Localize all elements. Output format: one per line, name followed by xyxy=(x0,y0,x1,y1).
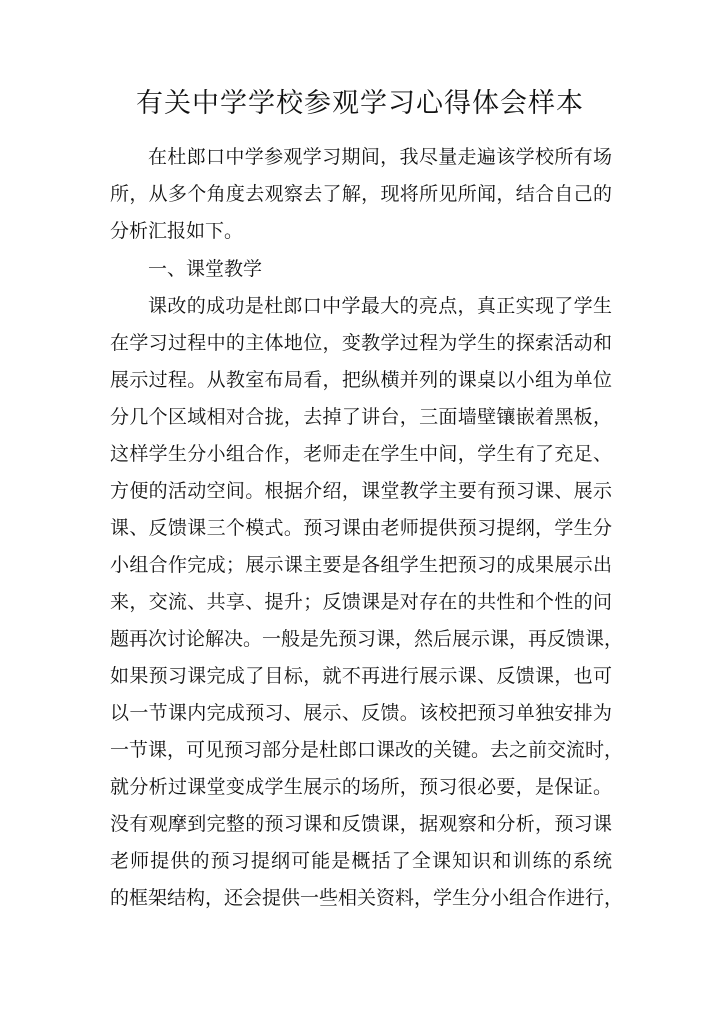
paragraph-line: 分析汇报如下。 xyxy=(110,220,244,242)
paragraph-line: 以一节课内完成预习、展示、反馈。该校把预习单独安排为 xyxy=(110,702,612,724)
paragraph-line: 来，交流、共享、提升；反馈课是对存在的共性和个性的问 xyxy=(110,591,612,613)
paragraph-line: 的框架结构，还会提供一些相关资料，学生分小组合作进行， xyxy=(110,887,624,909)
paragraph-line: 老师提供的预习提纲可能是概括了全课知识和训练的系统 xyxy=(110,850,612,872)
paragraph-line: 这样学生分小组合作，老师走在学生中间，学生有了充足、 xyxy=(110,443,612,465)
section-heading: 一、课堂教学 xyxy=(148,258,263,280)
paragraph-line: 课改的成功是杜郎口中学最大的亮点，真正实现了学生 xyxy=(148,295,612,317)
paragraph-line: 如果预习课完成了目标，就不再进行展示课、反馈课，也可 xyxy=(110,665,612,687)
paragraph-line: 课、反馈课三个模式。预习课由老师提供预习提纲，学生分 xyxy=(110,517,612,539)
paragraph-line: 分几个区域相对合拢，去掉了讲台，三面墙壁镶嵌着黑板， xyxy=(110,406,612,428)
paragraph-line: 就分析过课堂变成学生展示的场所，预习很必要，是保证。 xyxy=(110,776,612,798)
paragraph-line: 展示过程。从教室布局看，把纵横并列的课桌以小组为单位 xyxy=(110,369,612,391)
document-title: 有关中学学校参观学习心得体会样本 xyxy=(136,88,584,119)
paragraph-line: 题再次讨论解决。一般是先预习课，然后展示课，再反馈课， xyxy=(110,628,624,650)
paragraph-line: 小组合作完成；展示课主要是各组学生把预习的成果展示出 xyxy=(110,554,612,576)
paragraph-line: 在学习过程中的主体地位，变教学过程为学生的探索活动和 xyxy=(110,332,612,354)
paragraph-line: 方便的活动空间。根据介绍，课堂教学主要有预习课、展示 xyxy=(110,480,612,502)
paragraph-line: 一节课，可见预习部分是杜郎口课改的关键。去之前交流时， xyxy=(110,739,624,761)
paragraph-line: 没有观摩到完整的预习课和反馈课，据观察和分析，预习课 xyxy=(110,813,612,835)
paragraph-line: 所，从多个角度去观察去了解，现将所见所闻，结合自己的 xyxy=(110,183,612,205)
paragraph-line: 在杜郎口中学参观学习期间，我尽量走遍该学校所有场 xyxy=(148,146,612,168)
